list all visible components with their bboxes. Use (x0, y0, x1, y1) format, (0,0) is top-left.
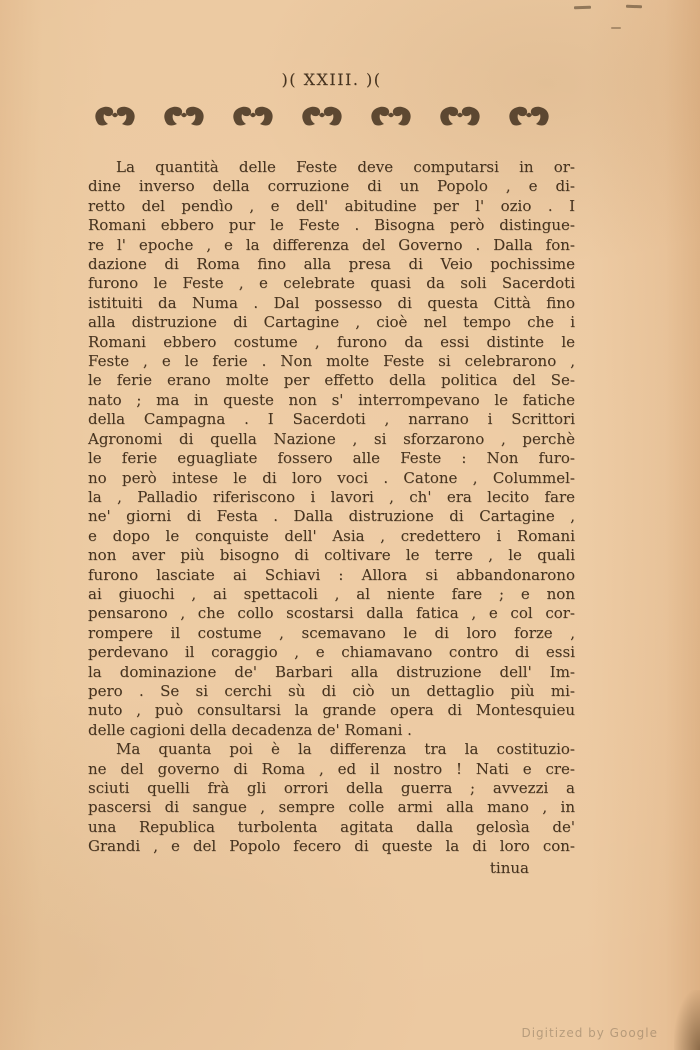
pencil-mark (574, 6, 591, 10)
text-line: Grandi , e del Popolo fecero di queste la di loro con- (88, 837, 575, 856)
fleuron-ornament-row (88, 104, 575, 130)
text-line: non aver più bisogno di coltivare le terre , le quali (88, 546, 575, 565)
text-line: dazione di Roma fino alla presa di Veio pochissime (88, 255, 575, 274)
text-line: sciuti quelli frà gli orrori della guerra ; avvezzi a (88, 779, 575, 797)
text-line: La quantità delle Feste deve computarsi in or- (116, 158, 575, 176)
text-line: dine inverso della corruzione di un Popolo , e di- (88, 177, 575, 196)
text-line: furono lasciate ai Schiavi : Allora si abbandonarono (88, 565, 575, 584)
page-number-heading: )( XXIII. )( (281, 70, 382, 89)
text-line: alla distruzione di Cartagine , cioè nel tempo che i (88, 313, 575, 332)
fleuron-ornament-icon (88, 104, 575, 130)
catchword: tinua (489, 858, 529, 877)
text-line: la , Palladio riferiscono i lavori , ch' era lecito fare (88, 487, 575, 506)
text-line: Feste , e le ferie . Non molte Feste si celebrarono , (88, 352, 575, 371)
text-line: ai giuochi , ai spettacoli , al niente fare ; e non (88, 584, 575, 603)
scan-corner-shadow (674, 990, 700, 1050)
text-line: della Campagna . I Sacerdoti , narrano i Scrittori (88, 410, 575, 429)
text-line: re l' epoche , e la differenza del Governo . Dalla fon- (88, 235, 575, 254)
text-line: pensarono , che collo scostarsi dalla fatica , e col cor- (88, 604, 575, 623)
text-line: nato ; ma in queste non s' interrompevano le fatiche (88, 390, 575, 409)
text-line: Romani ebbero costume , furono da essi distinte le (88, 332, 575, 351)
paragraph-1 (88, 158, 575, 740)
text-line: ne' giorni di Festa . Dalla distruzione di Cartagine , (88, 507, 575, 526)
text-line: nuto , può consultarsi la grande opera di Montesquieu (88, 701, 575, 720)
digitized-by-google-watermark: Digitized by Google (521, 1026, 658, 1040)
text-line: delle cagioni della decadenza de' Romani . (88, 720, 412, 739)
text-line: la dominazione de' Barbari alla distruzione dell' Im- (88, 662, 575, 681)
text-line: una Republica turbolenta agitata dalla gelosìa de' (88, 817, 575, 836)
text-line: Agronomi di quella Nazione , si sforzarono , perchè (88, 429, 575, 448)
pencil-mark (626, 5, 642, 9)
body-text (88, 158, 575, 878)
text-line: le ferie erano molte per effetto della politica del Se- (88, 371, 575, 390)
text-line: furono le Feste , e celebrate quasi da soli Sacerdoti (88, 274, 575, 293)
text-line: le ferie eguagliate fossero alle Feste : Non furo- (88, 449, 575, 468)
pencil-mark (611, 27, 621, 29)
text-line: Romani ebbero pur le Feste . Bisogna però distingue- (88, 216, 575, 235)
text-line: perdevano il coraggio , e chiamavano contro di essi (88, 643, 575, 662)
text-line: no però intese le di loro voci . Catone , Colummel- (88, 468, 575, 487)
paragraph-2 (88, 740, 575, 856)
text-line: e dopo le conquiste dell' Asia , credettero i Romani (88, 526, 575, 545)
text-line: retto del pendìo , e dell' abitudine per l' ozio . I (88, 196, 575, 215)
text-line: istituiti da Numa . Dal possesso di questa Città fino (88, 293, 575, 312)
text-line: rompere il costume , scemavano le di loro forze , (88, 623, 575, 642)
text-line: pascersi di sangue , sempre colle armi alla mano , in (88, 798, 575, 817)
text-line: Ma quanta poi è la differenza tra la costituzio- (116, 740, 575, 759)
text-line: ne del governo di Roma , ed il nostro ! Nati e cre- (88, 759, 575, 778)
text-line: pero . Se si cerchi sù di ciò un dettaglio più mi- (88, 681, 575, 700)
